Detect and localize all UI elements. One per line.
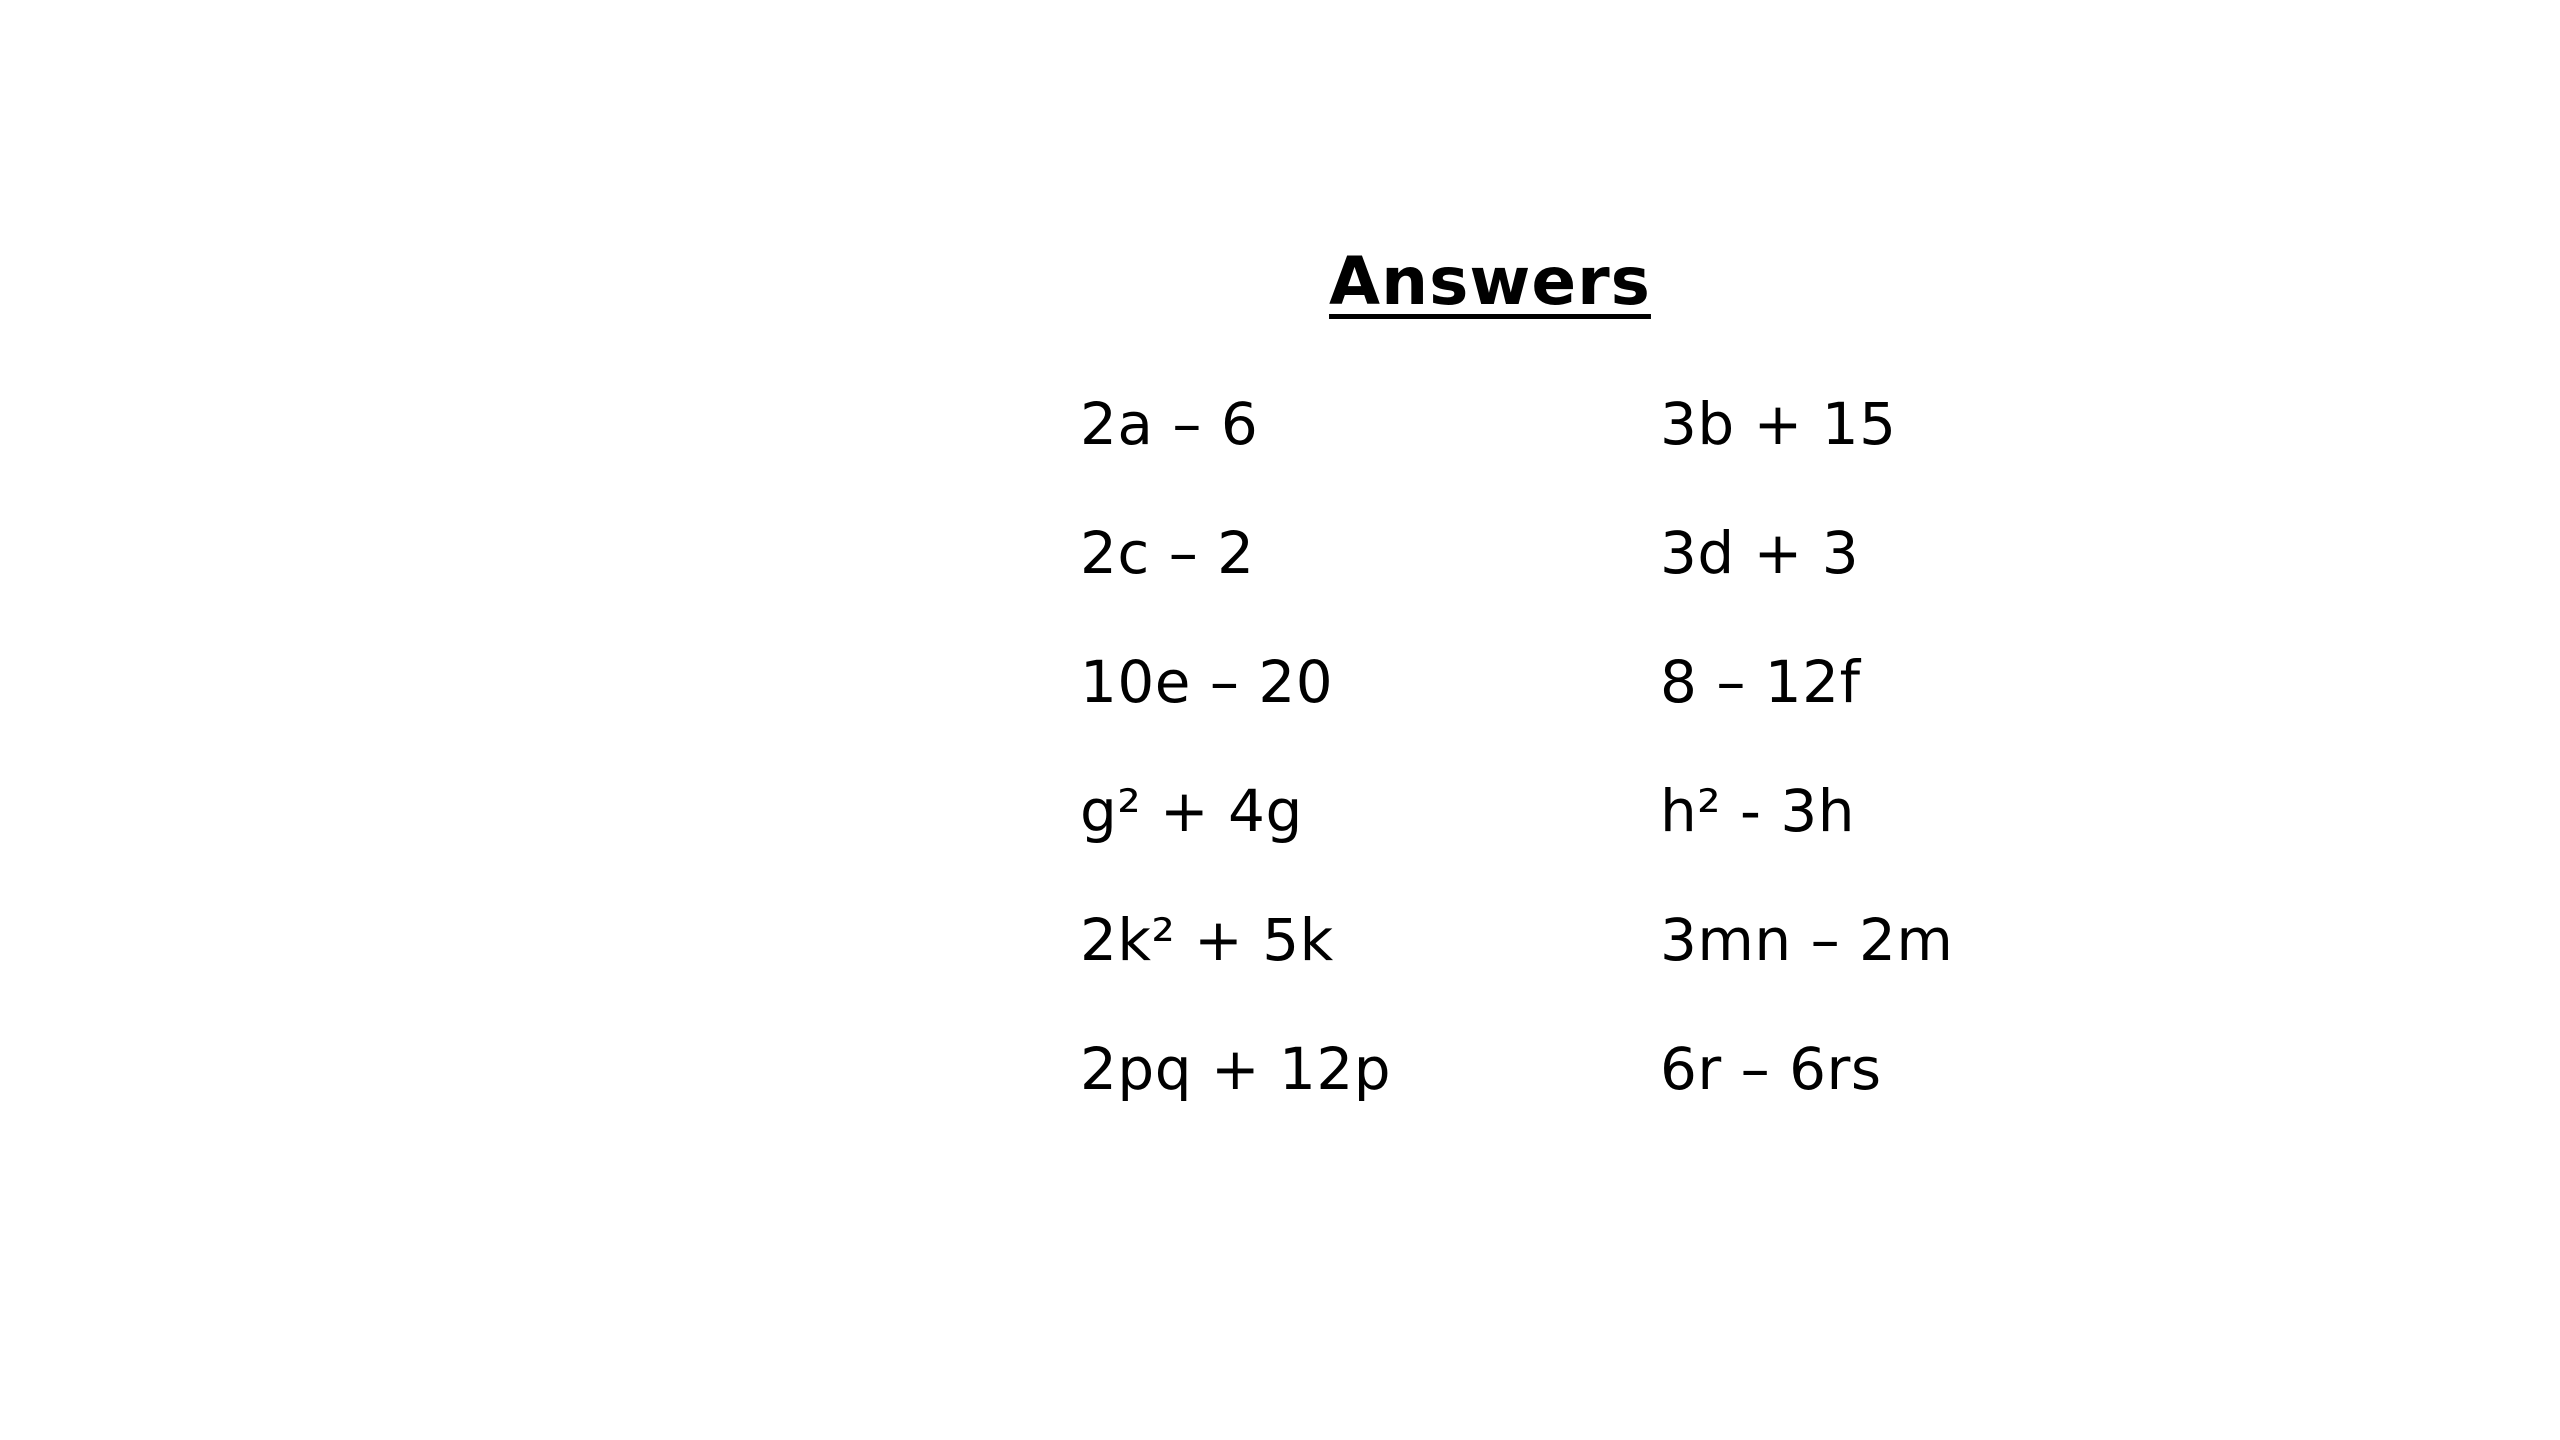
- answer-left-6: 2pq + 12p: [1080, 1035, 1392, 1103]
- answer-right-6: 6r – 6rs: [1660, 1035, 1882, 1103]
- answer-left-4: g² + 4g: [1080, 777, 1303, 845]
- answer-left-3: 10e – 20: [1080, 648, 1334, 716]
- answer-right-4: h² - 3h: [1660, 777, 1855, 845]
- answer-right-1: 3b + 15: [1660, 390, 1897, 458]
- answers-grid: [1080, 390, 1980, 1155]
- answer-left-2: 2c – 2: [1080, 519, 1255, 587]
- answer-right-5: 3mn – 2m: [1660, 906, 1954, 974]
- page-title: Answers: [1329, 243, 1651, 320]
- answer-right-3: 8 – 12f: [1660, 648, 1861, 716]
- answer-left-5: 2k² + 5k: [1080, 906, 1334, 974]
- answer-left-1: 2a – 6: [1080, 390, 1259, 458]
- answer-right-2: 3d + 3: [1660, 519, 1860, 587]
